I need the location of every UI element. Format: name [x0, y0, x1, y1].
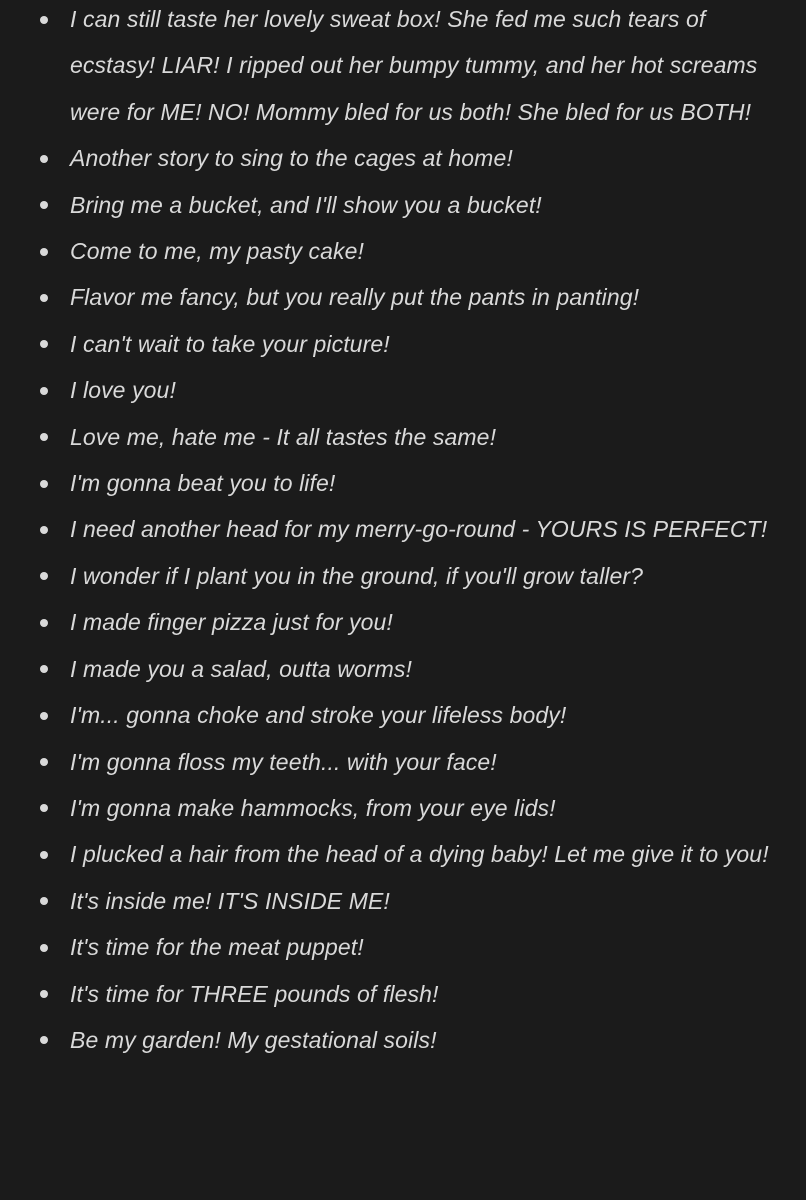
list-item [0, 924, 806, 970]
list-item [0, 831, 806, 877]
bullet-icon [40, 572, 48, 580]
bullet-icon [40, 340, 48, 348]
bullet-icon [40, 387, 48, 395]
bullet-icon [40, 758, 48, 766]
bullet-icon [40, 944, 48, 952]
list-item [0, 274, 806, 320]
list-item [0, 506, 806, 552]
list-item [0, 367, 806, 413]
quote-text: I wonder if I plant you in the ground, if you'll grow taller? [70, 562, 644, 589]
quote-text: I made finger pizza just for you! [70, 609, 393, 636]
bullet-icon [40, 248, 48, 256]
list-item [0, 135, 806, 181]
bullet-icon [40, 16, 48, 24]
bullet-icon [40, 480, 48, 488]
quote-text: Love me, hate me - It all tastes the same! [70, 423, 497, 450]
bullet-icon [40, 990, 48, 998]
list-item [0, 321, 806, 367]
quote-text: I need another head for my merry-go-round - YOURS IS PERFECT! [70, 516, 768, 543]
bullet-icon [40, 619, 48, 627]
bullet-icon [40, 665, 48, 673]
quote-text: Bring me a bucket, and I'll show you a bucket! [70, 191, 542, 218]
quote-text: Another story to sing to the cages at home! [70, 145, 513, 172]
bullet-icon [40, 294, 48, 302]
list-item [0, 460, 806, 506]
quote-text: I made you a salad, outta worms! [70, 655, 412, 682]
bullet-icon [40, 851, 48, 859]
bullet-icon [40, 712, 48, 720]
list-item [0, 692, 806, 738]
quote-text: It's time for the meat puppet! [70, 934, 364, 961]
quote-text: I plucked a hair from the head of a dying baby! Let me give it to you! [70, 841, 769, 868]
quote-text: I can still taste her lovely sweat box! She fed me such tears of ecstasy! LIAR! I ripped out her bumpy tummy, and her hot screams were for ME! NO! Mommy bled for us both! She bled for us BOTH! [70, 6, 758, 125]
list-item [0, 0, 806, 135]
bullet-icon [40, 433, 48, 441]
bullet-icon [40, 1036, 48, 1044]
quote-text: Be my garden! My gestational soils! [70, 1026, 437, 1053]
quote-text: I'm gonna beat you to life! [70, 470, 336, 497]
list-item [0, 646, 806, 692]
quote-text: I'm... gonna choke and stroke your lifeless body! [70, 702, 567, 729]
quote-text: Come to me, my pasty cake! [70, 238, 365, 265]
list-item [0, 182, 806, 228]
list-item [0, 1017, 806, 1063]
bullet-icon [40, 201, 48, 209]
list-item [0, 553, 806, 599]
quote-text: Flavor me fancy, but you really put the pants in panting! [70, 284, 640, 311]
quote-text: I'm gonna make hammocks, from your eye lids! [70, 794, 556, 821]
quote-text: It's time for THREE pounds of flesh! [70, 980, 439, 1007]
bullet-icon [40, 526, 48, 534]
list-item [0, 878, 806, 924]
list-item [0, 599, 806, 645]
bullet-icon [40, 897, 48, 905]
bullet-icon [40, 804, 48, 812]
quote-text: It's inside me! IT'S INSIDE ME! [70, 887, 390, 914]
bullet-icon [40, 155, 48, 163]
list-item [0, 971, 806, 1017]
list-item [0, 785, 806, 831]
list-item [0, 414, 806, 460]
quote-text: I'm gonna floss my teeth... with your face! [70, 748, 497, 775]
list-item [0, 228, 806, 274]
quote-text: I can't wait to take your picture! [70, 330, 390, 357]
quote-text: I love you! [70, 377, 176, 404]
list-item [0, 739, 806, 785]
